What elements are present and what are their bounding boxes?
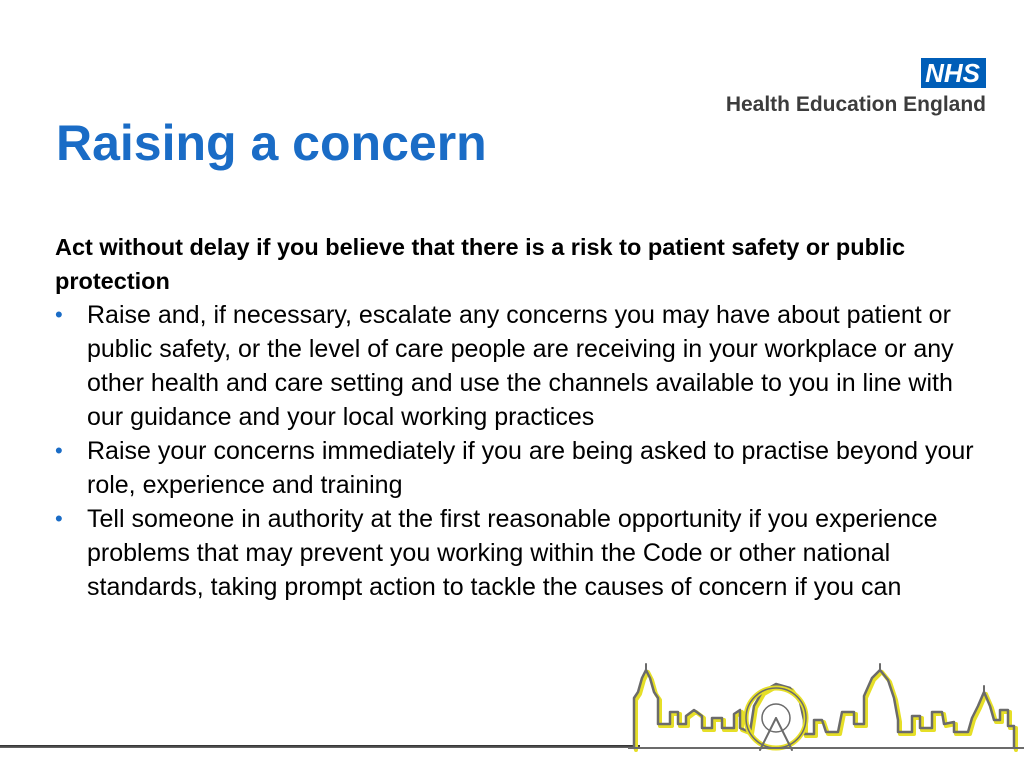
city-skyline-illustration (628, 662, 1024, 752)
hee-logo (696, 58, 986, 122)
organisation-name: Health Education England (725, 93, 986, 116)
bullet-list (55, 298, 975, 604)
bullet-icon: • (55, 506, 63, 531)
slide-title: Raising a concern (56, 115, 487, 171)
slide-body (55, 230, 975, 604)
bullet-text: Tell someone in authority at the first reasonable opportunity if you experience problems that may prevent you working within the Code or other national standards, taking prompt action to tackle the causes of concern if you can (87, 505, 938, 601)
bullet-item (55, 298, 975, 434)
nhs-logo: NHS (921, 58, 986, 88)
bullet-icon: • (55, 438, 63, 463)
bullet-text: Raise and, if necessary, escalate any concerns you may have about patient or public safety, or the level of care people are receiving in your workplace or any other health and care setting and use the channels available to you in line with our guidance and your local working practices (87, 301, 954, 431)
bullet-item (55, 502, 975, 604)
bullet-icon: • (55, 302, 63, 327)
bullet-text: Raise your concerns immediately if you are being asked to practise beyond your role, experience and training (87, 437, 974, 499)
bullet-item (55, 434, 975, 502)
skyline-outline-gray (634, 670, 1014, 748)
footer-divider (0, 745, 640, 748)
lead-statement: Act without delay if you believe that there is a risk to patient safety or public protection (55, 234, 906, 294)
